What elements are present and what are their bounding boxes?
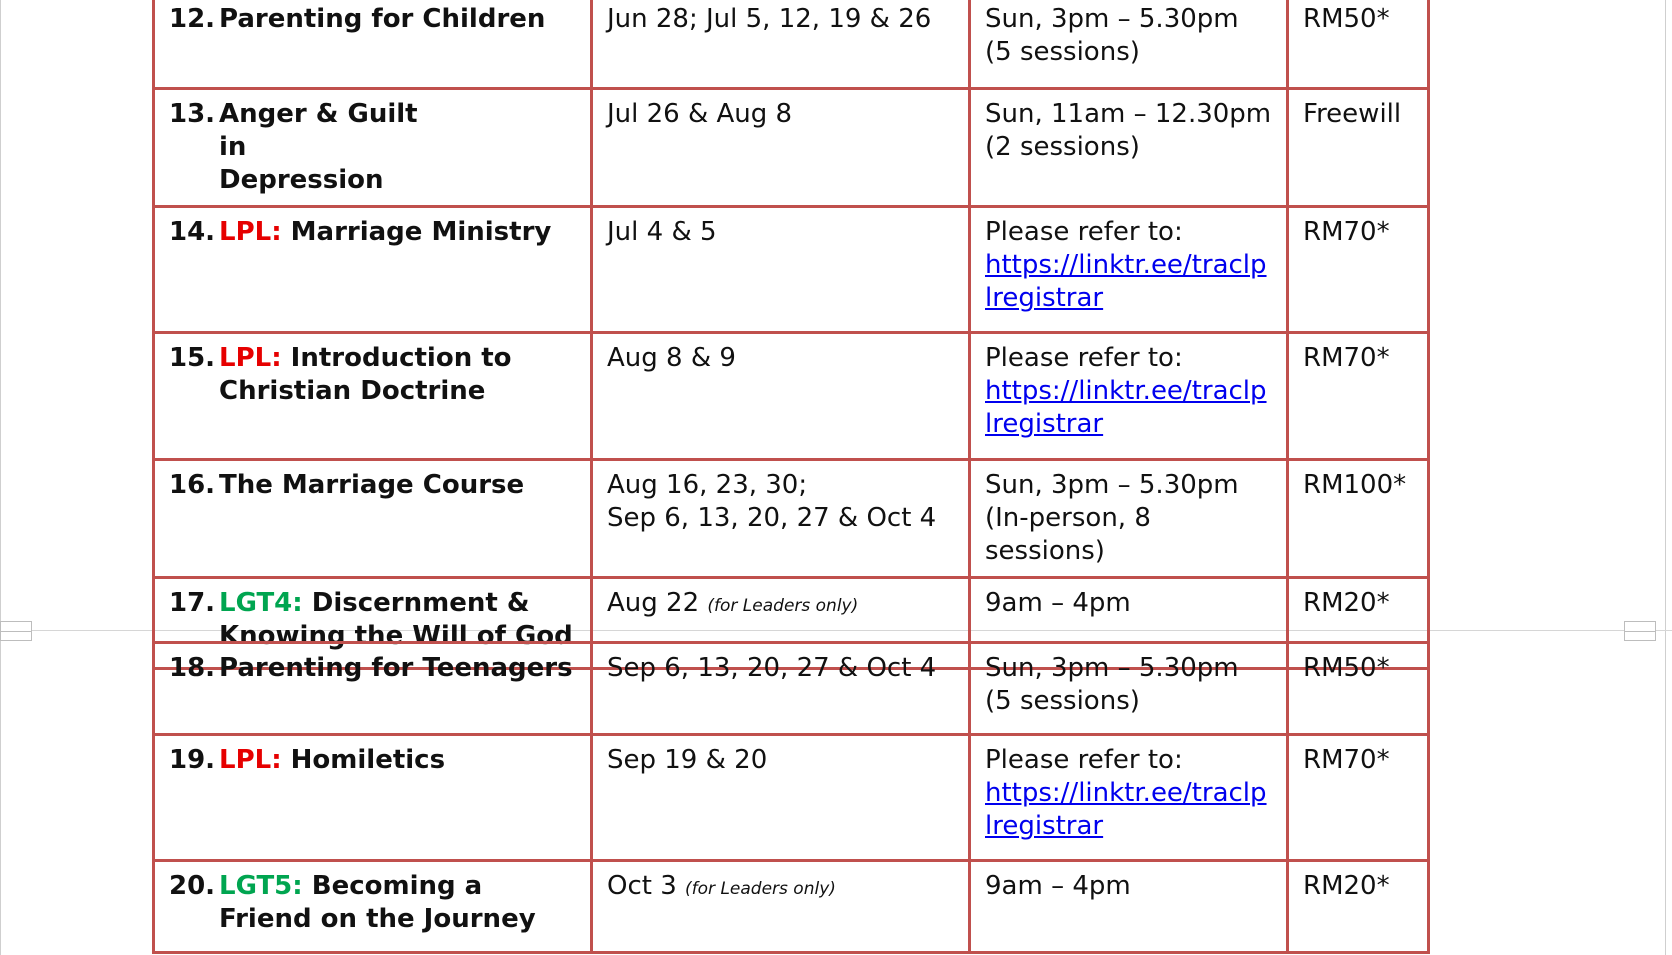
time-line: (2 sessions) bbox=[985, 132, 1140, 162]
date-line: Jul 4 & 5 bbox=[607, 217, 717, 247]
row-number: 17. bbox=[169, 588, 216, 618]
registration-link[interactable]: https://linktr.ee/traclplregistrar bbox=[985, 376, 1267, 439]
fee-cell: RM70* bbox=[1288, 735, 1429, 861]
dates-cell bbox=[592, 460, 970, 578]
fee-cell: RM20* bbox=[1288, 578, 1429, 669]
table-row bbox=[154, 735, 1429, 861]
time-cell bbox=[970, 0, 1288, 89]
time-line: (5 sessions) bbox=[985, 686, 1140, 716]
course-title: Homiletics bbox=[290, 745, 446, 775]
registration-link[interactable]: https://linktr.ee/traclplregistrar bbox=[985, 250, 1267, 313]
row-number: 14. bbox=[169, 217, 216, 247]
date-line: Sep 6, 13, 20, 27 & Oct 4 bbox=[607, 503, 937, 533]
course-cell bbox=[154, 0, 592, 89]
course-schedule-table-top bbox=[152, 0, 1430, 670]
fee-cell: RM100* bbox=[1288, 460, 1429, 578]
registration-link[interactable]: https://linktr.ee/traclplregistrar bbox=[985, 778, 1267, 841]
leaders-only-note: (for Leaders only) bbox=[707, 596, 859, 616]
date-line: Sep 19 & 20 bbox=[607, 745, 768, 775]
time-line: Sun, 3pm – 5.30pm bbox=[985, 653, 1239, 683]
course-cell bbox=[154, 861, 592, 953]
fee-cell: RM50* bbox=[1288, 643, 1429, 735]
course-title: Marriage Ministry bbox=[290, 217, 552, 247]
time-cell bbox=[970, 460, 1288, 578]
time-line: Please refer to: bbox=[985, 217, 1183, 247]
course-cell bbox=[154, 460, 592, 578]
date-line: Sep 6, 13, 20, 27 & Oct 4 bbox=[607, 653, 937, 683]
course-prefix: LGT5: bbox=[219, 871, 303, 901]
course-schedule-table-bottom bbox=[152, 641, 1430, 954]
dates-cell bbox=[592, 207, 970, 333]
course-title: The Marriage Course bbox=[219, 470, 525, 500]
course-title: Becoming a Friend on the Journey bbox=[219, 871, 536, 934]
table-row bbox=[154, 460, 1429, 578]
course-prefix: LPL: bbox=[219, 217, 282, 247]
time-line: Sun, 3pm – 5.30pm bbox=[985, 470, 1239, 500]
course-title: Discernment & Knowing the Will of God bbox=[219, 588, 573, 651]
dates-cell bbox=[592, 643, 970, 735]
page-break-marker-left bbox=[0, 621, 32, 641]
course-title: Anger & Guilt in Depression bbox=[219, 99, 418, 195]
course-cell bbox=[154, 735, 592, 861]
time-line: (In-person, 8 sessions) bbox=[985, 503, 1151, 566]
table-row bbox=[154, 207, 1429, 333]
fee-cell: Freewill bbox=[1288, 89, 1429, 207]
dates-cell bbox=[592, 333, 970, 460]
time-line: 9am – 4pm bbox=[985, 588, 1131, 618]
date-line: Aug 22 bbox=[607, 588, 700, 618]
row-number: 16. bbox=[169, 470, 216, 500]
course-cell bbox=[154, 207, 592, 333]
time-cell bbox=[970, 643, 1288, 735]
dates-cell bbox=[592, 735, 970, 861]
page-edge-left bbox=[0, 0, 1, 955]
time-line: Sun, 11am – 12.30pm bbox=[985, 99, 1272, 129]
table-row bbox=[154, 333, 1429, 460]
time-line: Please refer to: bbox=[985, 343, 1183, 373]
fee-cell: RM70* bbox=[1288, 207, 1429, 333]
date-line: Aug 16, 23, 30; bbox=[607, 470, 808, 500]
row-number: 20. bbox=[169, 871, 216, 901]
fee-cell: RM70* bbox=[1288, 333, 1429, 460]
table-row bbox=[154, 861, 1429, 953]
page-edge-right bbox=[1665, 0, 1666, 955]
row-number: 15. bbox=[169, 343, 216, 373]
time-line: 9am – 4pm bbox=[985, 871, 1131, 901]
time-cell bbox=[970, 861, 1288, 953]
course-cell bbox=[154, 89, 592, 207]
page-break-marker-right bbox=[1624, 621, 1656, 641]
date-line: Oct 3 bbox=[607, 871, 677, 901]
row-number: 13. bbox=[169, 99, 216, 129]
date-line: Aug 8 & 9 bbox=[607, 343, 736, 373]
time-line: (5 sessions) bbox=[985, 37, 1140, 67]
course-prefix: LGT4: bbox=[219, 588, 303, 618]
leaders-only-note: (for Leaders only) bbox=[685, 879, 836, 899]
time-cell bbox=[970, 735, 1288, 861]
row-number: 18. bbox=[169, 653, 216, 683]
course-title: Introduction to Christian Doctrine bbox=[219, 343, 512, 406]
table-row bbox=[154, 89, 1429, 207]
fee-cell: RM50* bbox=[1288, 0, 1429, 89]
table-row bbox=[154, 643, 1429, 735]
course-title: Parenting for Teenagers bbox=[219, 653, 573, 683]
dates-cell bbox=[592, 0, 970, 89]
date-line: Jun 28; Jul 5, 12, 19 & 26 bbox=[607, 4, 932, 34]
course-prefix: LPL: bbox=[219, 343, 282, 373]
time-cell bbox=[970, 333, 1288, 460]
course-cell bbox=[154, 333, 592, 460]
time-cell bbox=[970, 207, 1288, 333]
row-number: 12. bbox=[169, 4, 216, 34]
date-line: Jul 26 & Aug 8 bbox=[607, 99, 793, 129]
time-line: Sun, 3pm – 5.30pm bbox=[985, 4, 1239, 34]
fee-cell: RM20* bbox=[1288, 861, 1429, 953]
time-line: Please refer to: bbox=[985, 745, 1183, 775]
row-number: 19. bbox=[169, 745, 216, 775]
course-title: Parenting for Children bbox=[219, 4, 546, 34]
dates-cell bbox=[592, 89, 970, 207]
dates-cell bbox=[592, 861, 970, 953]
time-cell bbox=[970, 89, 1288, 207]
course-prefix: LPL: bbox=[219, 745, 282, 775]
course-cell bbox=[154, 643, 592, 735]
table-row bbox=[154, 0, 1429, 89]
